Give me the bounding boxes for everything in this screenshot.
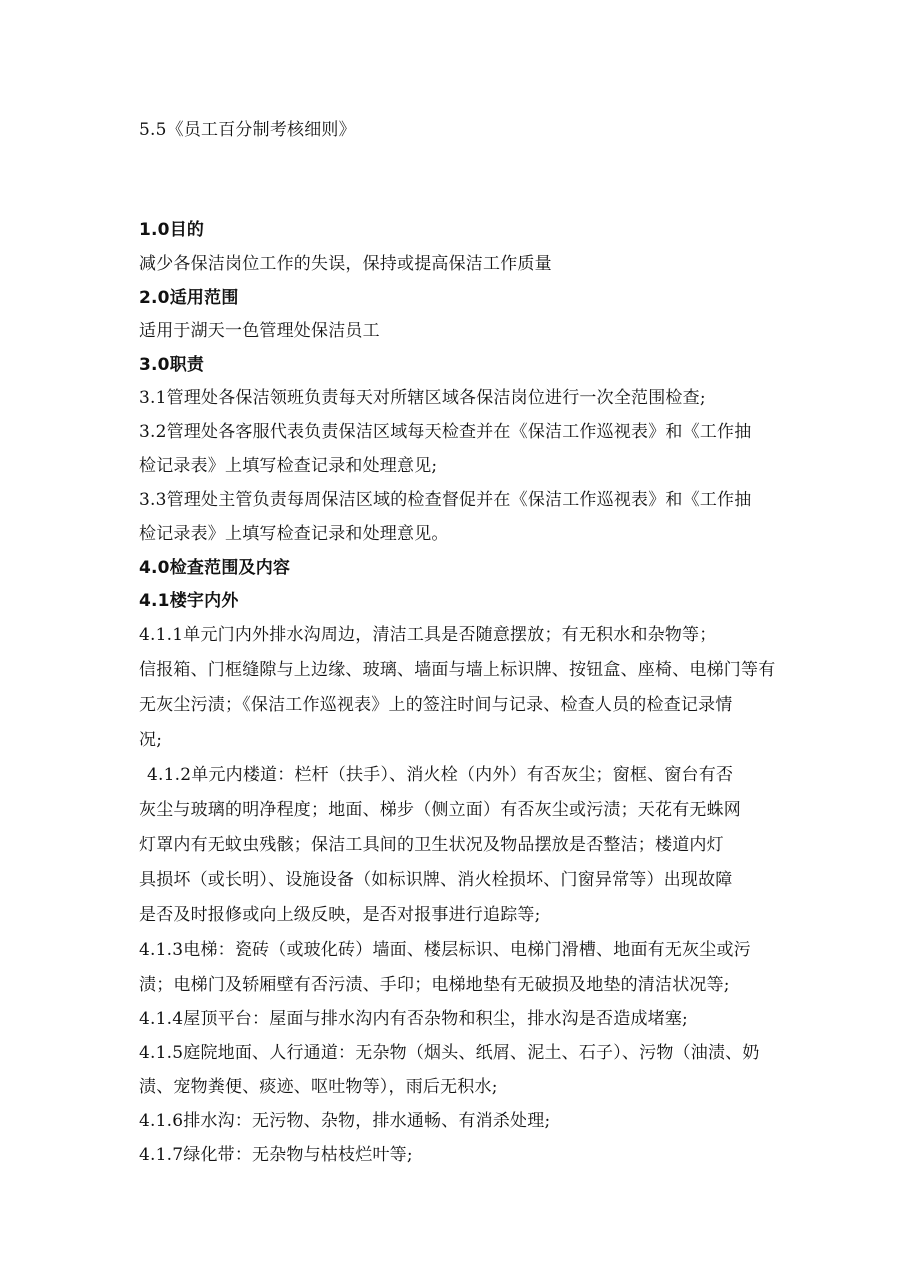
body-line: 4.1.1单元门内外排水沟周边，清洁工具是否随意摆放；有无积水和杂物等； xyxy=(139,625,717,645)
body-line: 3.1管理处各保洁领班负责每天对所辖区域各保洁岗位进行一次全范围检查; xyxy=(139,388,706,408)
body-line: 减少各保洁岗位工作的失误，保持或提高保洁工作质量 xyxy=(139,254,552,274)
body-line: 4.1.2单元内楼道：栏杆（扶手）、消火栓（内外）有否灰尘；窗框、窗台有否 xyxy=(147,765,734,785)
body-line: 况; xyxy=(139,730,163,750)
body-line: 渍、宠物粪便、痰迹、呕吐物等），雨后无积水; xyxy=(139,1077,498,1097)
section-heading-purpose: 1.0目的 xyxy=(139,220,205,240)
body-line: 4.1.3电梯：瓷砖（或玻化砖）墙面、楼层标识、电梯门滑槽、地面有无灰尘或污 xyxy=(139,940,751,960)
body-line: 是否及时报修或向上级反映，是否对报事进行追踪等; xyxy=(139,905,541,925)
body-line: 3.2管理处各客服代表负责保洁区域每天检查并在《保洁工作巡视表》和《工作抽 xyxy=(139,422,752,442)
body-line: 适用于湖天一色管理处保洁员工 xyxy=(139,321,380,341)
body-line: 3.3管理处主管负责每周保洁区域的检查督促并在《保洁工作巡视表》和《工作抽 xyxy=(139,490,752,510)
reference-line: 5.5《员工百分制考核细则》 xyxy=(139,120,356,140)
body-line: 4.1.7绿化带：无杂物与枯枝烂叶等; xyxy=(139,1145,413,1165)
body-line: 4.1.5庭院地面、人行通道：无杂物（烟头、纸屑、泥土、石子）、污物（油渍、奶 xyxy=(139,1043,760,1063)
body-line: 检记录表》上填写检查记录和处理意见。 xyxy=(139,524,449,544)
body-line: 4.1.6排水沟：无污物、杂物，排水通畅、有消杀处理; xyxy=(139,1111,551,1131)
body-line: 灯罩内有无蚊虫残骸；保洁工具间的卫生状况及物品摆放是否整洁；楼道内灯 xyxy=(139,835,724,855)
body-line: 灰尘与玻璃的明净程度；地面、梯步（侧立面）有否灰尘或污渍；天花有无蛛网 xyxy=(139,800,741,820)
body-line: 无灰尘污渍；《保洁工作巡视表》上的签注时间与记录、检查人员的检查记录情 xyxy=(139,695,733,715)
section-heading-responsibility: 3.0职责 xyxy=(139,355,205,375)
body-line: 具损坏（或长明）、设施设备（如标识牌、消火栓损坏、门窗异常等）出现故障 xyxy=(139,870,733,890)
section-heading-inspection: 4.0检查范围及内容 xyxy=(139,558,291,578)
body-line: 4.1.4屋顶平台：屋面与排水沟内有否杂物和积尘，排水沟是否造成堵塞; xyxy=(139,1009,688,1029)
section-heading-scope: 2.0适用范围 xyxy=(139,288,239,308)
body-line: 信报箱、门框缝隙与上边缘、玻璃、墙面与墙上标识牌、按钮盒、座椅、电梯门等有 xyxy=(139,660,776,680)
body-line: 检记录表》上填写检查记录和处理意见; xyxy=(139,456,438,476)
body-line: 渍；电梯门及轿厢壁有否污渍、手印；电梯地垫有无破损及地垫的清洁状况等; xyxy=(139,975,730,995)
subsection-heading-building: 4.1楼宇内外 xyxy=(139,591,239,611)
